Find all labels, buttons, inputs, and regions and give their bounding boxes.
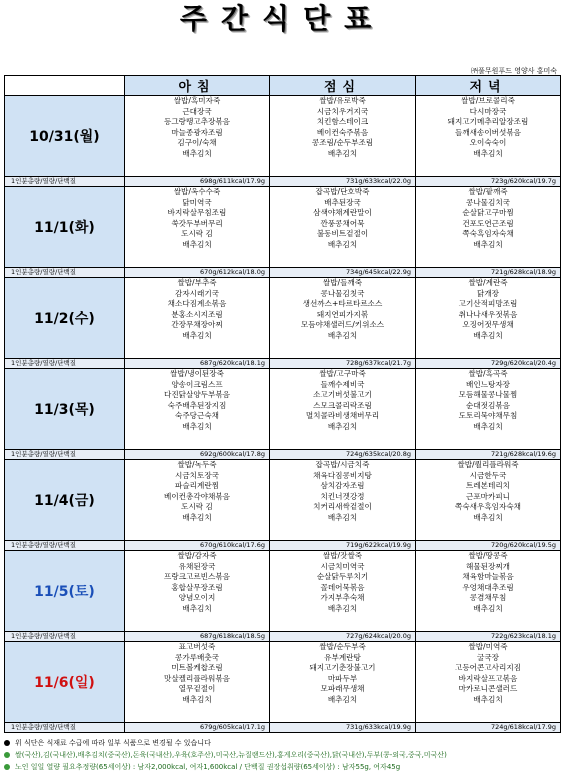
menu-item: 콩가루배춧국 <box>174 652 219 662</box>
bullet-icon <box>4 764 10 770</box>
menu-item: 트레본테리치 <box>465 481 510 491</box>
menu-item: 김구이/숙채 <box>177 138 217 148</box>
menu-item: 양념오이지 <box>178 593 216 603</box>
weekly-menu-table <box>4 75 561 733</box>
menu-item: 잡곡밥/시금치죽 <box>315 460 370 469</box>
menu-item: 쪽숙흑임자숙채 <box>462 229 514 239</box>
nutrition-value: 728g/637kcal/21.7g <box>270 359 416 369</box>
menu-item: 배추김치 <box>327 148 358 158</box>
menu-item: 근포마카피니 <box>465 491 510 501</box>
menu-item: 고등어콘고사리지짐 <box>454 663 522 673</box>
menu-item: 베이컨숙주볶음 <box>316 127 369 137</box>
nutrition-label: 1인분총량/열량/단백질 <box>5 450 125 460</box>
menu-item: 유채된장국 <box>178 561 216 571</box>
menu-item: 쌀밥/냉이된장죽 <box>170 369 224 378</box>
nutrition-value: 723g/620kcal/19.7g <box>416 177 561 187</box>
nutrition-value: 692g/600kcal/17.8g <box>125 450 270 460</box>
menu-item: 시금한두국 <box>469 470 507 480</box>
nutrition-row <box>5 177 561 187</box>
organization-label: ㈜풀무원푸드 영양사 홍미숙 <box>471 67 557 75</box>
menu-item: 불동비트겉절이 <box>316 229 369 239</box>
menu-item: 건포도연근조림 <box>462 218 514 228</box>
menu-item: 배추김치 <box>327 512 358 522</box>
menu-item: 쌀밥/미역죽 <box>468 642 508 651</box>
day-row <box>5 278 561 359</box>
menu-item: 멸치콜라비생채버무리 <box>305 411 380 421</box>
menu-item: 쌀밥/부추죽 <box>177 278 217 287</box>
menu-item: 쌀밥/흑곡죽 <box>468 369 508 378</box>
menu-item: 모듬해물콩나물찜 <box>458 390 518 400</box>
breakfast-menu <box>125 460 270 541</box>
menu-item: 맛살켈리플라워볶음 <box>163 673 231 683</box>
breakfast-menu <box>125 369 270 450</box>
menu-item: 쌀밥/유로박죽 <box>319 96 366 105</box>
header-corner <box>5 76 125 96</box>
menu-item: 쌀밥/고구마죽 <box>319 369 366 378</box>
nutrition-label: 1인분총량/열량/단백질 <box>5 541 125 551</box>
menu-item: 배추김치 <box>327 603 358 613</box>
breakfast-menu <box>125 96 270 177</box>
lunch-menu <box>270 187 416 268</box>
menu-item: 삼치감자조림 <box>320 481 365 491</box>
menu-item: 배추김치 <box>327 239 358 249</box>
menu-item: 쌀밥/옥수수죽 <box>173 187 221 196</box>
menu-item: 배추김치 <box>327 421 358 431</box>
menu-item: 프랑크고르빈스볶음 <box>163 572 231 582</box>
menu-item: 콩나물김칫국 <box>320 288 365 298</box>
menu-item: 등그랑땡고추장볶음 <box>163 117 231 127</box>
menu-item: 배추김치 <box>473 512 503 522</box>
menu-item: 미트볼케찹조림 <box>171 663 223 673</box>
nutrition-row <box>5 268 561 278</box>
menu-item: 배추김치 <box>182 421 212 431</box>
day-row <box>5 460 561 541</box>
dinner-menu <box>416 460 561 541</box>
menu-item: 배추김치 <box>182 148 212 158</box>
nutrition-value: 727g/624kcal/20.0g <box>270 632 416 642</box>
day-row <box>5 642 561 723</box>
day-row <box>5 551 561 632</box>
menu-item: 쌀밥/브로콜리죽 <box>461 96 515 105</box>
menu-item: 들깨수제비국 <box>320 379 365 389</box>
menu-item: 치킨너겟강정 <box>320 491 365 501</box>
menu-item: 잡곡밥/단호박죽 <box>315 187 370 196</box>
menu-item: 쌀밥/감자죽 <box>177 551 217 560</box>
note-row <box>4 749 560 761</box>
menu-item: 시금치우거지국 <box>316 106 369 116</box>
menu-item: 도시락 김 <box>181 502 213 512</box>
menu-item: 치킨함스테이크 <box>316 117 369 127</box>
menu-item: 쌀밥/순두부죽 <box>319 642 366 651</box>
nutrition-value: 670g/610kcal/17.6g <box>125 541 270 551</box>
nutrition-row <box>5 723 561 733</box>
nutrition-value: 679g/605kcal/17.1g <box>125 723 270 733</box>
menu-item: 생선까스+타르타르소스 <box>302 299 383 309</box>
menu-item: 치커리새싹겉절이 <box>313 502 372 512</box>
lunch-menu <box>270 369 416 450</box>
menu-item: 배추김치 <box>327 330 358 340</box>
breakfast-menu <box>125 187 270 268</box>
day-row <box>5 96 561 177</box>
nutrition-value: 729g/620kcal/20.4g <box>416 359 561 369</box>
nutrition-row <box>5 632 561 642</box>
nutrition-value: 724g/618kcal/17.9g <box>416 723 561 733</box>
menu-item: 쑥갓두부버무리 <box>171 218 223 228</box>
menu-item: 삼색야채계란말이 <box>313 208 372 218</box>
menu-item: 쌀밥/팥깨죽 <box>468 187 508 196</box>
nutrition-label: 1인분총량/열량/단백질 <box>5 177 125 187</box>
menu-item: 콩나물김치국 <box>465 197 510 207</box>
day-date: 11/3(목) <box>5 369 125 450</box>
lunch-menu <box>270 278 416 359</box>
menu-body <box>5 96 561 733</box>
menu-item: 닭개장 <box>476 288 499 298</box>
menu-item: 소고기버섯불고기 <box>313 390 372 400</box>
menu-item: 분홍소시지조림 <box>171 309 223 319</box>
header-breakfast: 아침 <box>125 76 270 96</box>
menu-item: 유부계란탕 <box>324 652 361 662</box>
menu-item: 고기산적피망조림 <box>458 299 518 309</box>
dinner-menu <box>416 551 561 632</box>
menu-item: 닭미역국 <box>182 197 212 207</box>
menu-item: 표고버섯죽 <box>178 642 216 651</box>
menu-item: 오이숙숙이 <box>469 138 507 148</box>
nutrition-row <box>5 541 561 551</box>
menu-item: 쌀밥/퀄리플라워죽 <box>457 460 519 469</box>
note-row <box>4 761 560 773</box>
note-row <box>4 737 560 749</box>
menu-item: 감자시래기국 <box>174 288 219 298</box>
day-row <box>5 187 561 268</box>
menu-item: 마파두부 <box>327 673 358 683</box>
menu-item: 배추김치 <box>473 148 503 158</box>
breakfast-menu <box>125 642 270 723</box>
day-date: 11/4(금) <box>5 460 125 541</box>
menu-item: 바지락살무침조림 <box>167 208 227 218</box>
nutrition-value: 720g/620kcal/19.5g <box>416 541 561 551</box>
menu-item: 스모크콜리락조림 <box>313 400 372 410</box>
menu-item: 배추김치 <box>473 694 503 704</box>
menu-item: 배추김치 <box>182 694 212 704</box>
nutrition-value: 670g/612kcal/18.0g <box>125 268 270 278</box>
menu-item: 쌀밥/녹두죽 <box>177 460 217 469</box>
lunch-menu <box>270 96 416 177</box>
lunch-menu <box>270 460 416 541</box>
menu-item: 꼴데어묵볶음 <box>320 582 365 592</box>
menu-item: 근대장국 <box>182 106 212 116</box>
menu-item: 다시마장국 <box>469 106 507 116</box>
nutrition-value: 734g/645kcal/22.9g <box>270 268 416 278</box>
nutrition-value: 687g/620kcal/18.1g <box>125 359 270 369</box>
nutrition-value: 731g/633kcal/19.9g <box>270 723 416 733</box>
day-date: 11/5(토) <box>5 551 125 632</box>
menu-item: 깐풍콩채어묵 <box>320 218 365 228</box>
menu-item: 바지락살프고볶음 <box>458 673 518 683</box>
nutrition-value: 719g/622kcal/19.9g <box>270 541 416 551</box>
menu-item: 해물된장찌개 <box>465 561 510 571</box>
menu-item: 열무겉절이 <box>178 684 216 694</box>
note-text: 위 식단은 식재료 수급에 따라 일부 식품으로 변경될 수 있습니다 <box>15 739 211 747</box>
note-text: 노인 일일 열량 필요추정량(65세이상) : 남자2,000kcal, 여자1,600kcal / 단백질 권장섭취량(65세이상) : 남자55g, 여자45g <box>15 763 401 771</box>
menu-item: 배인느탕자장 <box>465 379 510 389</box>
menu-item: 우엉채대추조림 <box>462 582 514 592</box>
lunch-menu <box>270 642 416 723</box>
menu-item: 배추된장국 <box>324 197 361 207</box>
menu-item: 채소다짐계소볶음 <box>167 299 227 309</box>
nutrition-row <box>5 359 561 369</box>
menu-item: 모듬야채샐러드/키위소스 <box>300 320 385 330</box>
menu-item: 돼지고기메추리알장조림 <box>447 117 529 127</box>
menu-item: 오징어젓무생채 <box>462 320 514 330</box>
menu-item: 다진닭살양두부볶음 <box>163 390 231 400</box>
bullet-icon <box>4 740 10 746</box>
menu-item: 쌀밥/계란죽 <box>468 278 508 287</box>
dinner-menu <box>416 642 561 723</box>
menu-item: 마늘종광자조림 <box>171 127 223 137</box>
breakfast-menu <box>125 551 270 632</box>
menu-item: 베이컨총각야채볶음 <box>163 491 231 501</box>
nutrition-label: 1인분총량/열량/단백질 <box>5 723 125 733</box>
nutrition-value: 687g/618kcal/18.5g <box>125 632 270 642</box>
menu-item: 돼지연피가지볶 <box>316 309 369 319</box>
day-date: 10/31(월) <box>5 96 125 177</box>
menu-item: 마카로니콘샐러드 <box>458 684 518 694</box>
menu-item: 모파래무생채 <box>320 684 365 694</box>
nutrition-value: 724g/635kcal/20.8g <box>270 450 416 460</box>
nutrition-label: 1인분총량/열량/단백질 <box>5 632 125 642</box>
menu-item: 간장무채장아찌 <box>171 320 223 330</box>
menu-item: 채육다짐콩비지탕 <box>313 470 372 480</box>
breakfast-menu <box>125 278 270 359</box>
menu-item: 순대젓김볶음 <box>465 400 510 410</box>
menu-item: 채육함마늘볶음 <box>462 572 514 582</box>
menu-item: 가지부추숙채 <box>320 593 365 603</box>
nutrition-value: 698g/611kcal/17.9g <box>125 177 270 187</box>
menu-item: 쌀밥/잣쌀죽 <box>322 551 363 560</box>
menu-item: 시금치토장국 <box>174 470 219 480</box>
day-row <box>5 369 561 450</box>
menu-item: 숙주배추된장지짐 <box>167 400 227 410</box>
menu-item: 숙주당근숙채 <box>174 411 219 421</box>
page-title: 주간식단표 <box>179 2 386 35</box>
menu-item: 쌀밥/들깨죽 <box>322 278 363 287</box>
menu-item: 배추김치 <box>473 330 503 340</box>
menu-item: 배추김치 <box>473 239 503 249</box>
menu-item: 도토리묵야채무침 <box>458 411 518 421</box>
menu-item: 콩조림/순두부조림 <box>311 138 374 148</box>
menu-item: 쪽숙새우흑임자숙채 <box>454 502 522 512</box>
menu-item: 도시락 김 <box>181 229 213 239</box>
menu-item: 배추김치 <box>327 694 358 704</box>
nutrition-value: 722g/623kcal/18.1g <box>416 632 561 642</box>
menu-item: 들깨새송이버섯볶음 <box>454 127 522 137</box>
menu-item: 순살닭두루치기 <box>316 572 369 582</box>
menu-item: 배추김치 <box>182 603 212 613</box>
dinner-menu <box>416 187 561 268</box>
dinner-menu <box>416 369 561 450</box>
day-date: 11/6(일) <box>5 642 125 723</box>
menu-item: 배추김치 <box>473 421 503 431</box>
menu-item: 배추김치 <box>182 239 212 249</box>
dinner-menu <box>416 96 561 177</box>
notes <box>4 737 560 773</box>
note-text: 쌀(국산),김(국내산),배추김치(중국산),돈육(국내산),우육(호주산),미국산,뉴질랜드산),홍게오리(중국산),닭(국내산),두부(콩-외국,중국,미국산) <box>15 751 447 759</box>
day-date: 11/1(화) <box>5 187 125 268</box>
nutrition-value: 721g/628kcal/18.9g <box>416 268 561 278</box>
menu-item: 취나나새우젓볶음 <box>458 309 518 319</box>
header-lunch: 점심 <box>270 76 416 96</box>
nutrition-label: 1인분총량/열량/단백질 <box>5 268 125 278</box>
menu-item: 파슬리계란찜 <box>174 481 219 491</box>
header-dinner: 저녁 <box>416 76 561 96</box>
menu-item: 굴국장 <box>476 652 499 662</box>
nutrition-value: 731g/633kcal/22.0g <box>270 177 416 187</box>
menu-item: 순살닭고구마찜 <box>462 208 514 218</box>
menu-item: 시금치미역국 <box>320 561 365 571</box>
menu-item: 돼지고기춘장불고기 <box>309 663 376 673</box>
nutrition-value: 721g/628kcal/19.6g <box>416 450 561 460</box>
menu-item: 양송이크림스프 <box>171 379 223 389</box>
nutrition-row <box>5 450 561 460</box>
day-date: 11/2(수) <box>5 278 125 359</box>
bullet-icon <box>4 752 10 758</box>
lunch-menu <box>270 551 416 632</box>
menu-item: 배추김치 <box>473 603 503 613</box>
menu-item: 콩겸채무침 <box>469 593 507 603</box>
dinner-menu <box>416 278 561 359</box>
menu-item: 쌀밥/흑미자죽 <box>173 96 221 105</box>
menu-item: 배추김치 <box>182 330 212 340</box>
menu-item: 쌀밥/땅콩죽 <box>468 551 508 560</box>
nutrition-label: 1인분총량/열량/단백질 <box>5 359 125 369</box>
menu-item: 홍합살무장조림 <box>171 582 223 592</box>
menu-item: 배추김치 <box>182 512 212 522</box>
